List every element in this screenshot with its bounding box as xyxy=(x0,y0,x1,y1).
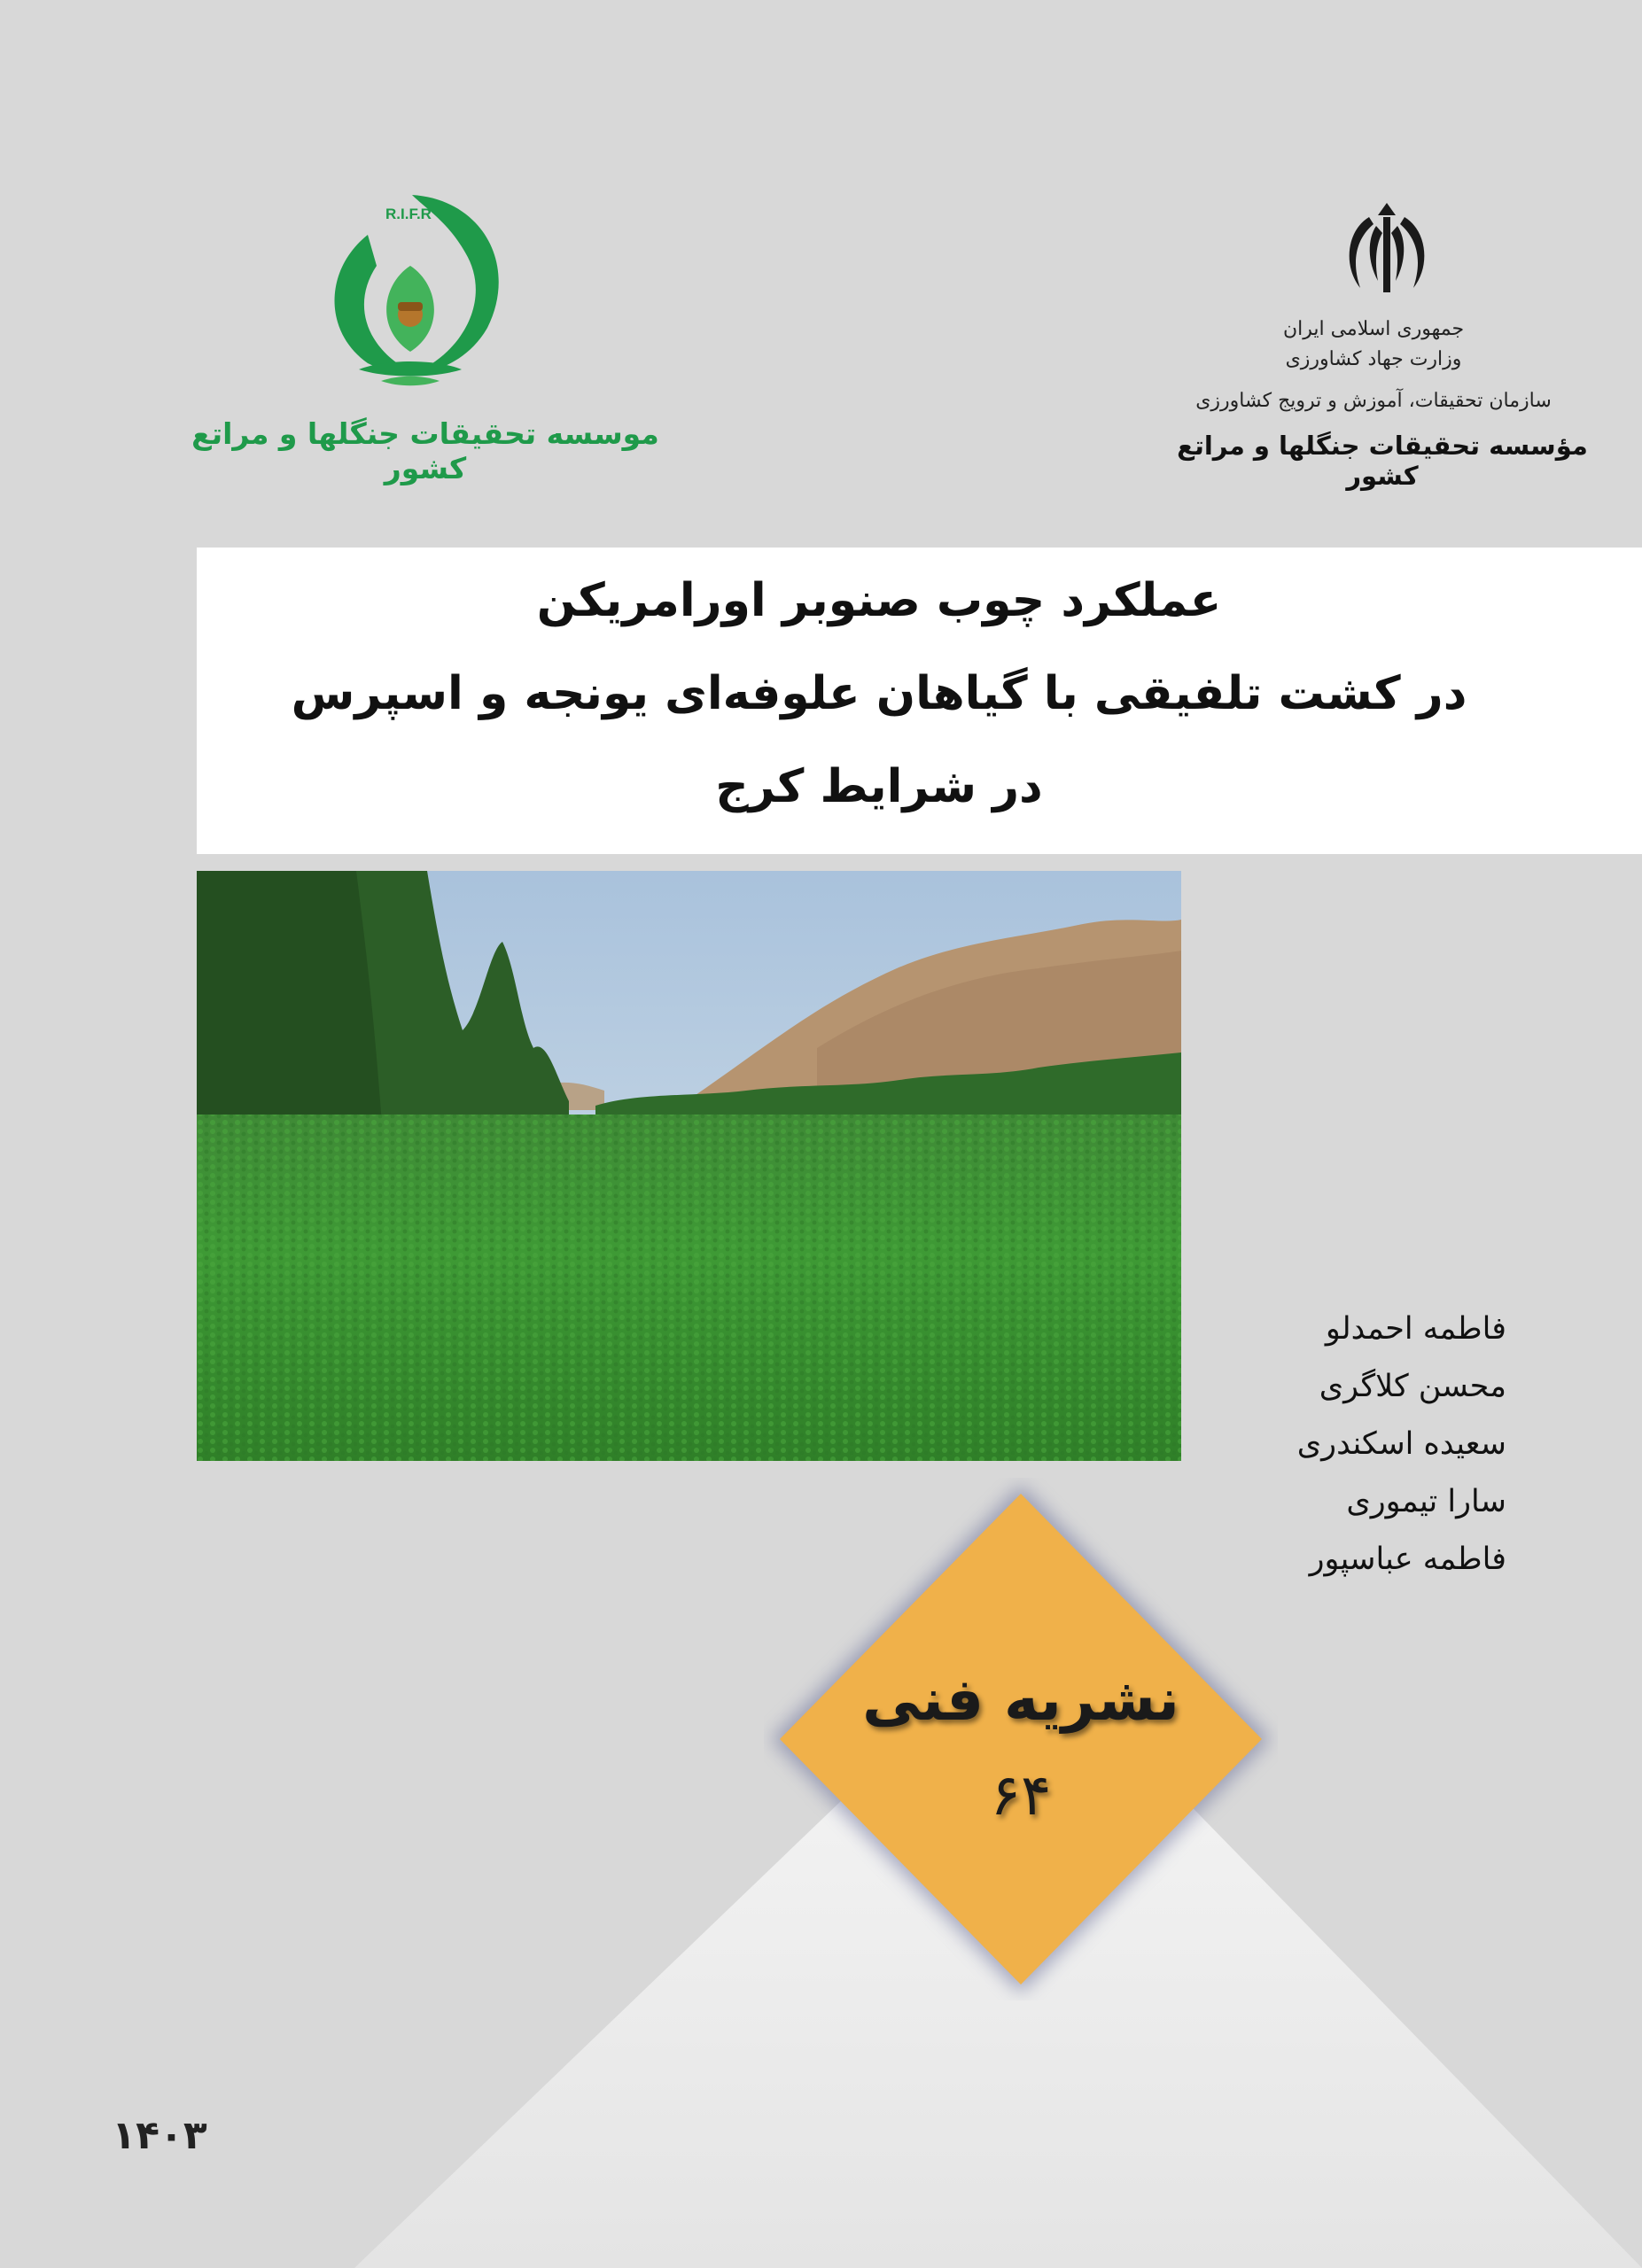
author-name: سارا تیموری xyxy=(1346,1484,1506,1519)
publication-year: ۱۴۰۳ xyxy=(112,2113,207,2158)
rifr-logo-icon xyxy=(315,182,518,394)
author-name: فاطمه احمدلو xyxy=(1325,1311,1506,1347)
institute-name: مؤسسه تحقیقات جنگلها و مراتع کشور xyxy=(1177,431,1588,491)
author-name: محسن کلاگری xyxy=(1319,1369,1506,1404)
series-label: نشریه فنی xyxy=(862,1666,1179,1734)
republic-name: جمهوری اسلامی ایران xyxy=(1282,318,1465,340)
rifr-logo-text: R.I.F.R xyxy=(385,206,432,222)
title-line-2: در کشت تلفیقی با گیاهان علوفه‌ای یونجه و اسپرس xyxy=(291,667,1467,720)
title-line-3: در شرایط کرج xyxy=(715,760,1043,813)
series-number: ۶۴ xyxy=(990,1763,1052,1829)
ministry-name: وزارت جهاد کشاورزی xyxy=(1285,348,1462,370)
series-diamond xyxy=(764,1478,1278,2000)
rifr-institute-name: موسسه تحقیقات جنگلها و مراتع کشور xyxy=(191,416,659,485)
iran-emblem-icon xyxy=(1334,199,1440,306)
field-photo xyxy=(197,871,1181,1461)
title-line-1: عملکرد چوب صنوبر اورامریکن xyxy=(536,574,1222,627)
government-header xyxy=(1152,315,1595,375)
organization-name: سازمان تحقیقات، آموزش و ترویج کشاورزی xyxy=(1195,390,1552,412)
author-name: فاطمه عباسپور xyxy=(1309,1542,1506,1577)
author-name: سعیده اسکندری xyxy=(1296,1426,1506,1462)
title-band xyxy=(197,548,1642,854)
